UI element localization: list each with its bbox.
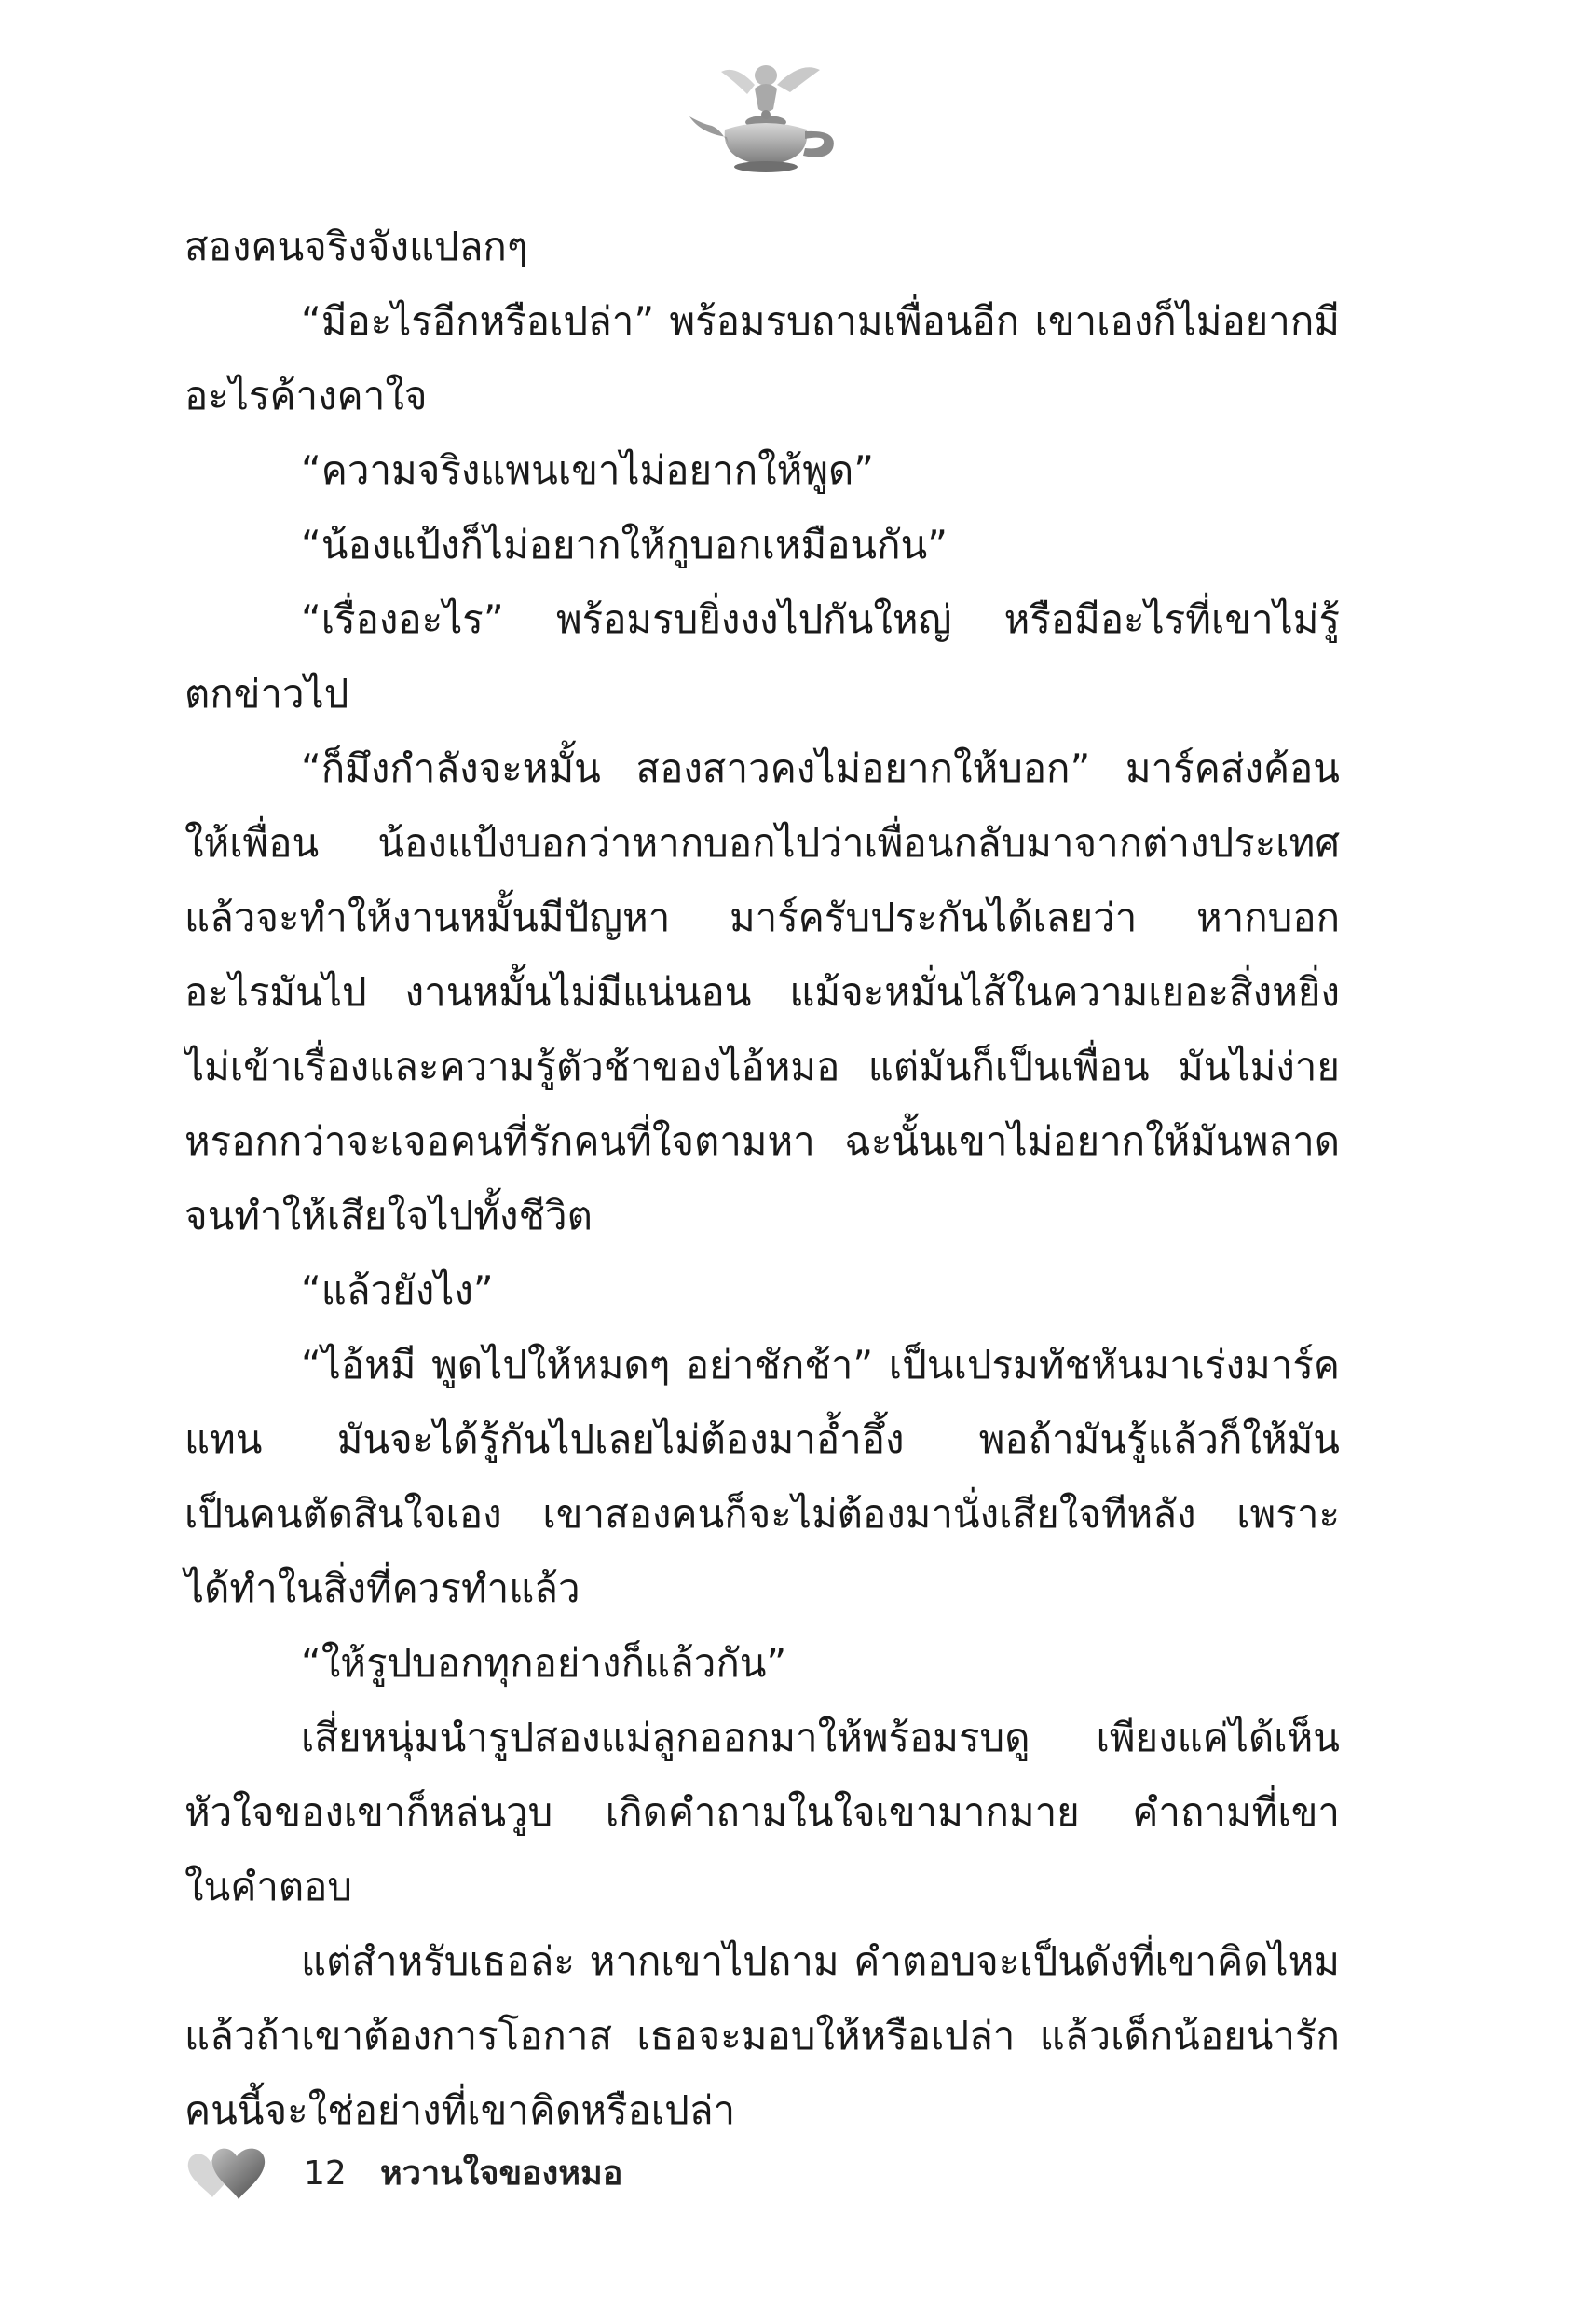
text-line: แล้วถ้าเขาต้องการโอกาส เธอจะมอบให้หรือเปล่า แล้วเด็กน้อยน่ารัก <box>184 2013 1340 2058</box>
text-line: หัวใจของเขาก็หล่นวูบ เกิดคำถามในใจเขามากมาย คำถามที่เขา <box>184 1789 1340 1835</box>
page-number: 12 <box>304 2154 347 2193</box>
text-line: จนทำให้เสียใจไปทั้งชีวิต <box>184 1193 593 1238</box>
text-line: “ให้รูปบอกทุกอย่างก็แล้วกัน” <box>301 1640 787 1686</box>
text-line: เป็นคนตัดสินใจเอง เขาสองคนก็จะไม่ต้องมานั่งเสียใจทีหลัง เพราะ <box>184 1491 1340 1537</box>
body-text <box>184 210 1340 2148</box>
text-line: “ไอ้หมี พูดไปให้หมดๆ อย่าชักช้า” เป็นเปรมทัชหันมาเร่งมาร์ค <box>301 1342 1340 1388</box>
text-line: ในคำตอบ <box>184 1864 353 1909</box>
text-line: อะไรค้างคาใจ <box>184 373 428 418</box>
text-line: ตกข่าวไป <box>184 671 349 717</box>
text-line: อะไรมันไป งานหมั้นไม่มีแน่นอน แม้จะหมั่นไส้ในความเยอะสิ่งหยิ่ง <box>184 969 1340 1015</box>
text-line: “เรื่องอะไร” พร้อมรบยิ่งงงไปกันใหญ่ หรือมีอะไรที่เขาไม่รู้ <box>301 596 1340 642</box>
text-line: ได้ทำในสิ่งที่ควรทำแล้ว <box>184 1566 580 1611</box>
text-line: “น้องแป้งก็ไม่อยากให้กูบอกเหมือนกัน” <box>301 522 948 567</box>
text-line: “ความจริงแพนเขาไม่อยากให้พูด” <box>301 447 875 493</box>
text-line: แล้วจะทำให้งานหมั้นมีปัญหา มาร์ครับประกันได้เลยว่า หากบอก <box>184 895 1340 940</box>
text-line: หรอกกว่าจะเจอคนที่รักคนที่ใจตามหา ฉะนั้นเขาไม่อยากให้มันพลาด <box>184 1118 1340 1164</box>
teapot-cupid-ornament-icon <box>680 51 848 182</box>
text-line: แทน มันจะได้รู้กันไปเลยไม่ต้องมาอ้ำอึ้ง พอถ้ามันรู้แล้วก็ให้มัน <box>184 1416 1340 1462</box>
text-line: “มีอะไรอีกหรือเปล่า” พร้อมรบถามเพื่อนอีก เขาเองก็ไม่อยากมี <box>301 298 1340 344</box>
text-line: ให้เพื่อน น้องแป้งบอกว่าหากบอกไปว่าเพื่อนกลับมาจากต่างประเทศ <box>184 820 1340 866</box>
text-line: “แล้วยังไง” <box>301 1267 494 1313</box>
hearts-icon <box>184 2143 268 2208</box>
text-line: แต่สำหรับเธอล่ะ หากเขาไปถาม คำตอบจะเป็นดังที่เขาคิดไหม <box>301 1938 1340 1984</box>
text-line: เสี่ยหนุ่มนำรูปสองแม่ลูกออกมาให้พร้อมรบดู เพียงแค่ได้เห็น <box>301 1715 1340 1760</box>
text-line: คนนี้จะใช่อย่างที่เขาคิดหรือเปล่า <box>184 2087 736 2133</box>
text-line: “ก็มึงกำลังจะหมั้น สองสาวคงไม่อยากให้บอก” มาร์คส่งค้อน <box>301 745 1340 791</box>
text-line: สองคนจริงจังแปลกๆ <box>184 224 528 269</box>
book-title: หวานใจของหมอ <box>380 2154 623 2193</box>
text-line: ไม่เข้าเรื่องและความรู้ตัวช้าของไอ้หมอ แต่มันก็เป็นเพื่อน มันไม่ง่าย <box>184 1044 1340 1089</box>
page-footer <box>184 2143 930 2218</box>
